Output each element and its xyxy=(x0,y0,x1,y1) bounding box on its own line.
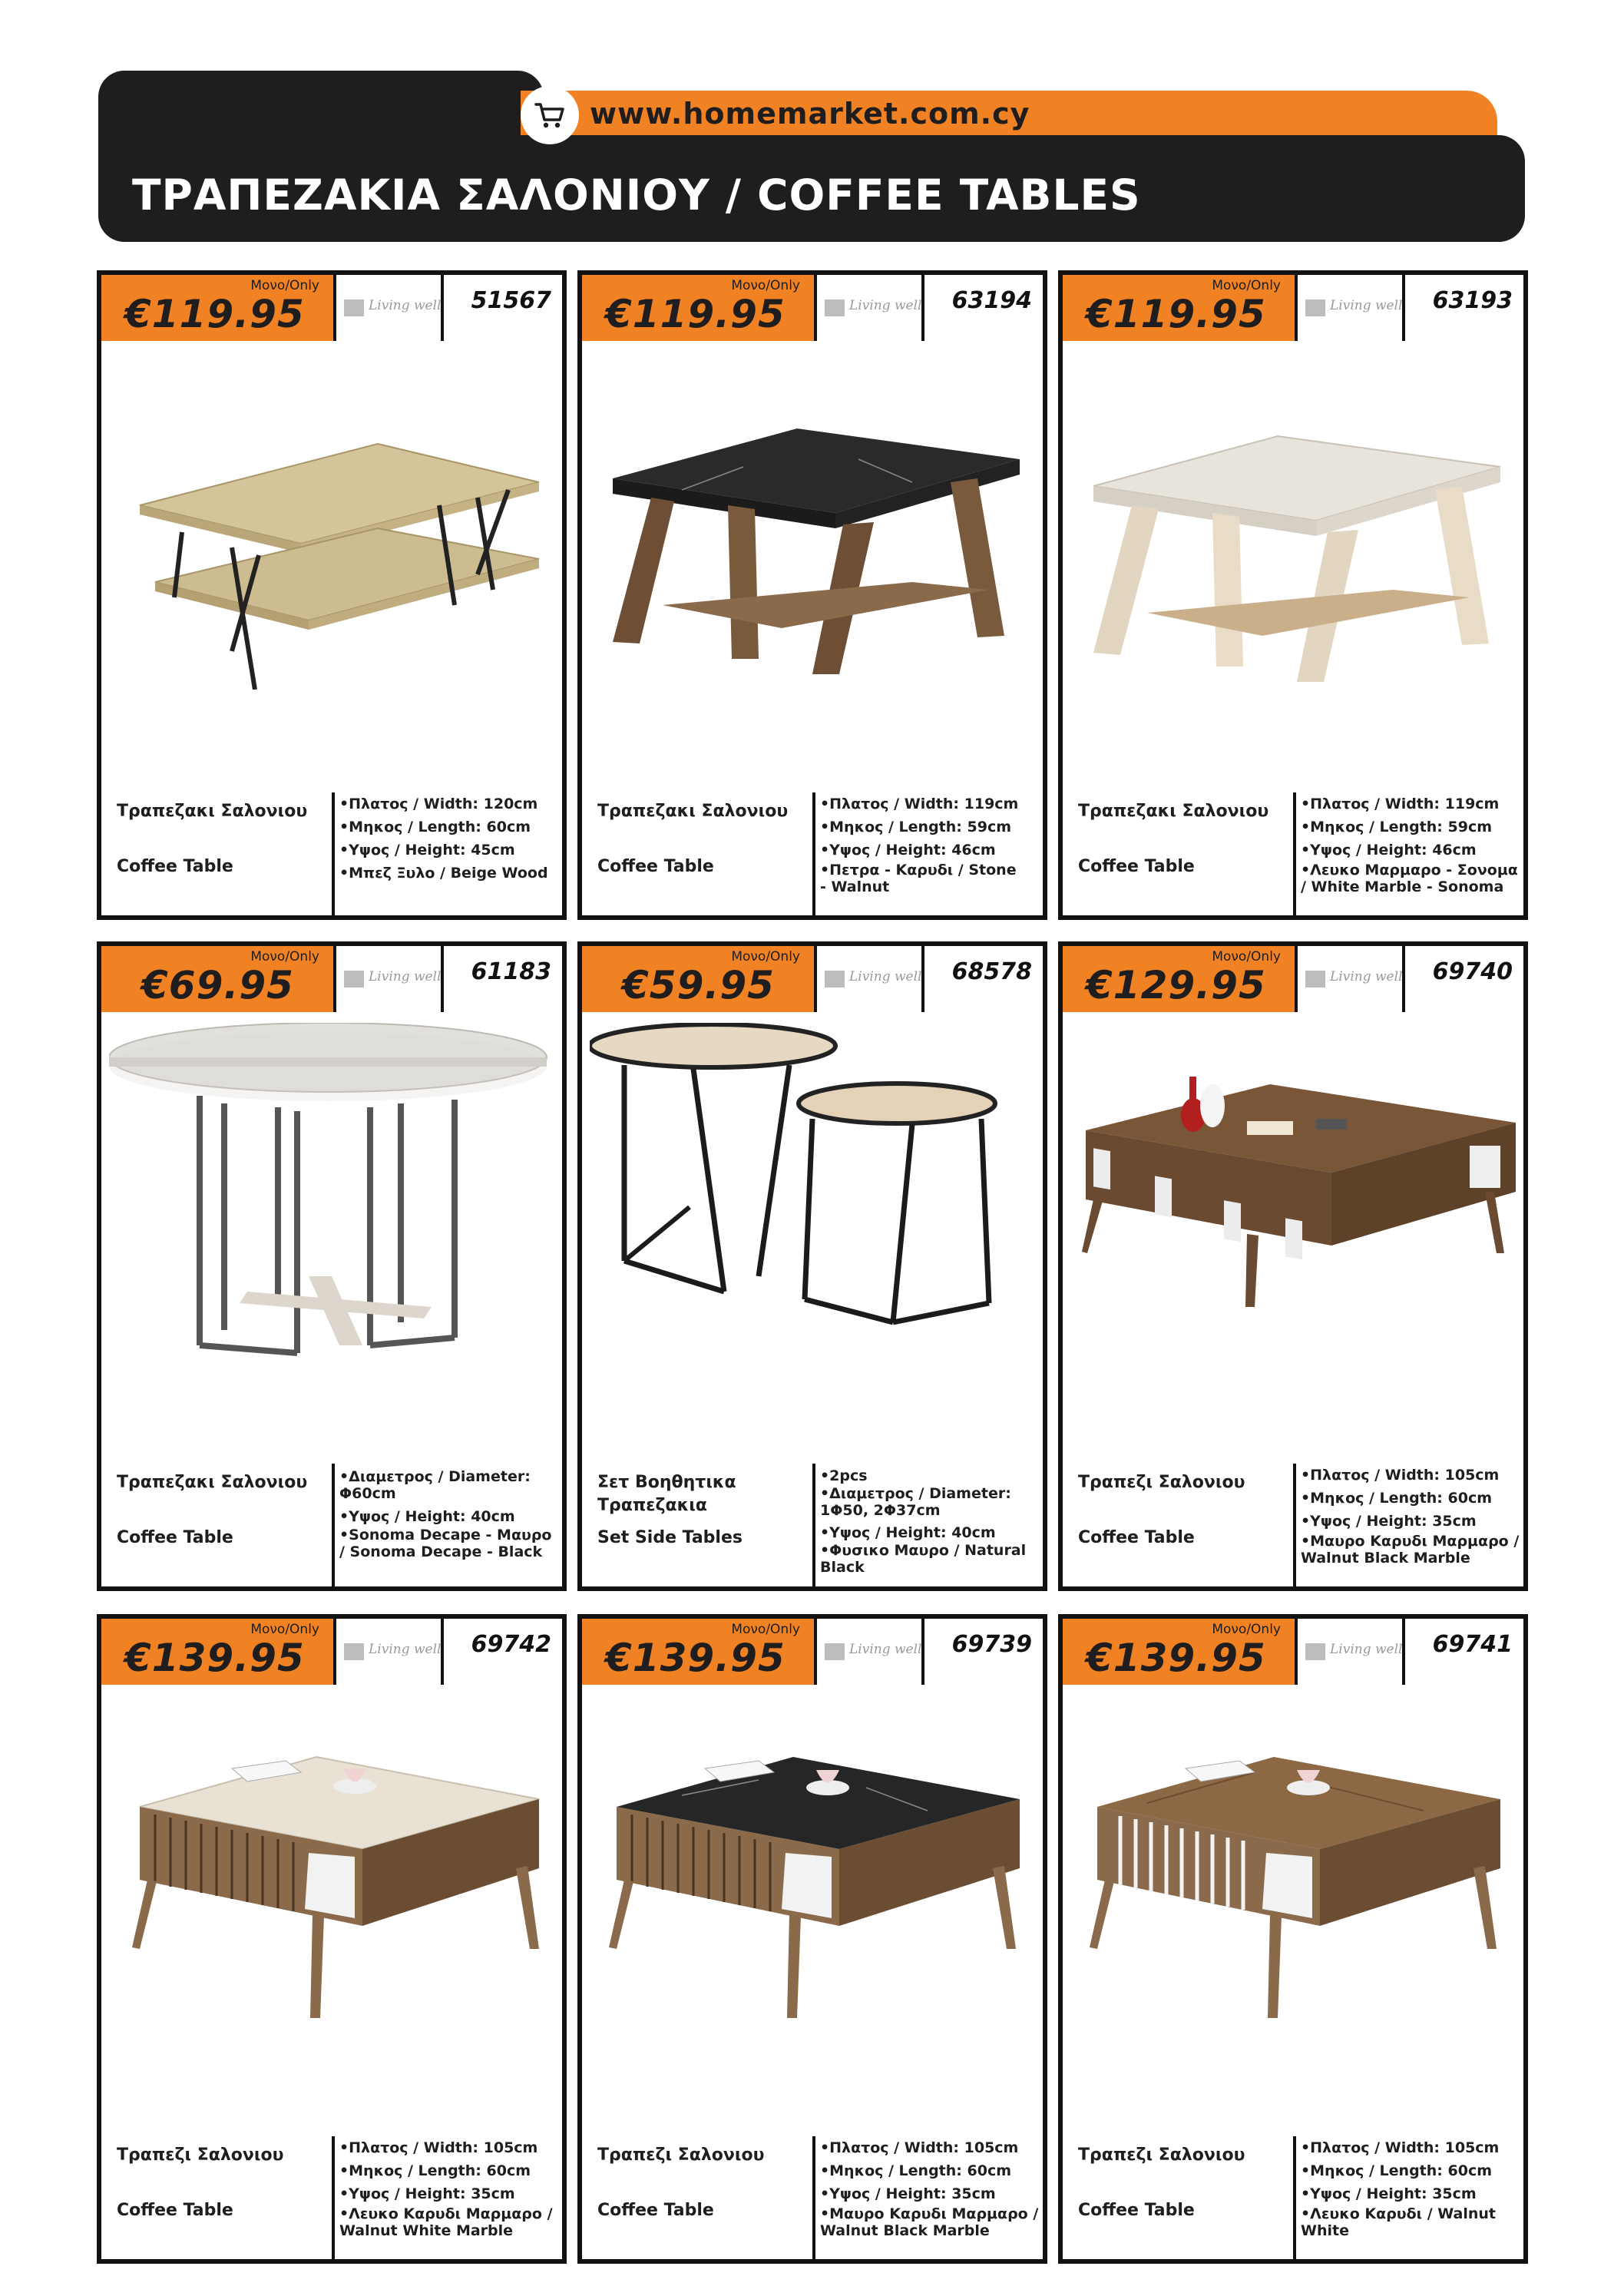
product-code: 69742 xyxy=(471,1631,551,1658)
spec-item: •Μαυρο Καρυδι Μαρμαρο / Walnut Black Marble xyxy=(820,2205,1039,2239)
product-specs xyxy=(1293,792,1523,915)
product-info xyxy=(582,792,1043,915)
product-name-english: Coffee Table xyxy=(597,857,714,876)
price-box xyxy=(1063,946,1295,1012)
product-image xyxy=(1070,352,1516,690)
product-specs xyxy=(332,792,548,915)
brand-name: Living well xyxy=(849,298,922,313)
product-name-greek: Τραπεζι Σαλονιου xyxy=(1078,1473,1245,1492)
product-card[interactable] xyxy=(577,941,1047,1591)
brand-logo-icon xyxy=(1305,1643,1325,1660)
product-specs xyxy=(812,2136,1039,2259)
brand-logo-icon xyxy=(1305,971,1325,988)
product-info xyxy=(101,792,562,915)
spec-item: •Υψος / Height: 35cm xyxy=(1301,1513,1477,1530)
spec-item: •Λευκο Καρυδι Μαρμαρο / Walnut White Marble xyxy=(339,2205,553,2239)
product-code: 63194 xyxy=(951,287,1032,314)
spec-item: •Πλατος / Width: 105cm xyxy=(339,2139,538,2156)
price: €119.95 xyxy=(605,292,786,336)
product-code: 63193 xyxy=(1432,287,1513,314)
spec-item: •Υψος / Height: 45cm xyxy=(339,842,515,859)
spec-item: •Μηκος / Length: 59cm xyxy=(820,819,1012,835)
spec-item: •Μηκος / Length: 59cm xyxy=(1301,819,1493,835)
only-label: Μονο/Only xyxy=(250,278,319,293)
spec-item: •Μπεζ Ξυλο / Beige Wood xyxy=(339,865,548,882)
product-name-greek: Τραπεζι Σαλονιου xyxy=(117,2145,284,2165)
spec-item: •Φυσικο Μαυρο / Natural Black xyxy=(820,1542,1027,1576)
spec-item: •Υψος / Height: 40cm xyxy=(820,1524,996,1541)
brand-logo-icon xyxy=(825,299,845,316)
price: €59.95 xyxy=(622,963,775,1007)
only-label: Μονο/Only xyxy=(1212,1622,1281,1637)
product-code: 69739 xyxy=(951,1631,1032,1658)
product-specs xyxy=(332,2136,558,2259)
product-card[interactable] xyxy=(577,1614,1047,2264)
product-name-greek: Τραπεζακι Σαλονιου xyxy=(117,1473,308,1492)
brand-logo-icon xyxy=(825,971,845,988)
spec-item: •Μηκος / Length: 60cm xyxy=(339,819,531,835)
product-name-greek: Τραπεζι Σαλονιου xyxy=(1078,2145,1245,2165)
brand-logo-icon xyxy=(825,1643,845,1660)
product-card[interactable] xyxy=(1058,1614,1528,2264)
spec-item: •Μηκος / Length: 60cm xyxy=(820,2162,1012,2179)
spec-item: •Πλατος / Width: 119cm xyxy=(820,796,1019,812)
product-info xyxy=(101,2136,562,2259)
only-label: Μονο/Only xyxy=(731,949,800,964)
only-label: Μονο/Only xyxy=(731,1622,800,1637)
product-name-english: Coffee Table xyxy=(1078,1528,1195,1547)
only-label: Μονο/Only xyxy=(731,278,800,293)
product-name-greek: Τραπεζακι Σαλονιου xyxy=(1078,802,1269,821)
product-code: 61183 xyxy=(471,958,551,985)
page-header xyxy=(98,71,1525,242)
only-label: Μονο/Only xyxy=(1212,278,1281,293)
product-image xyxy=(109,1023,554,1376)
brand-logo-icon xyxy=(344,971,364,988)
price: €119.95 xyxy=(124,292,305,336)
spec-item: •Sonoma Decape - Μαυρο / Sonoma Decape - Black xyxy=(339,1527,552,1560)
price: €69.95 xyxy=(141,963,294,1007)
brand-box xyxy=(333,1619,444,1685)
price-box xyxy=(582,275,814,341)
price-box xyxy=(101,946,333,1012)
product-info xyxy=(582,1464,1043,1586)
brand-logo-icon xyxy=(344,1643,364,1660)
brand-box xyxy=(814,946,924,1012)
product-image xyxy=(590,1023,1035,1376)
price-box xyxy=(582,1619,814,1685)
product-code: 69740 xyxy=(1432,958,1513,985)
spec-item: •Πλατος / Width: 120cm xyxy=(339,796,538,812)
product-name-english: Coffee Table xyxy=(117,2201,233,2220)
spec-item: •Υψος / Height: 46cm xyxy=(1301,842,1477,859)
product-name-english: Coffee Table xyxy=(1078,2201,1195,2220)
price: €139.95 xyxy=(605,1636,786,1680)
spec-item: •Πλατος / Width: 105cm xyxy=(1301,1467,1500,1484)
product-name-greek: Τραπεζακι Σαλονιου xyxy=(597,802,789,821)
product-specs xyxy=(1293,2136,1500,2259)
brand-box xyxy=(333,946,444,1012)
product-info xyxy=(1063,1464,1523,1586)
brand-name: Living well xyxy=(1330,298,1403,313)
spec-item: •Μηκος / Length: 60cm xyxy=(339,2162,531,2179)
spec-item: •Λευκο Καρυδι / Walnut White xyxy=(1301,2205,1497,2239)
price-box xyxy=(582,946,814,1012)
brand-name: Living well xyxy=(369,298,442,313)
shopping-cart-icon xyxy=(521,86,579,144)
price: €139.95 xyxy=(124,1636,305,1680)
brand-box xyxy=(814,1619,924,1685)
product-card[interactable] xyxy=(97,270,567,920)
price-box xyxy=(101,275,333,341)
price: €119.95 xyxy=(1086,292,1266,336)
product-card[interactable] xyxy=(1058,941,1528,1591)
brand-box xyxy=(1295,275,1405,341)
product-name-greek: Τραπεζακι Σαλονιου xyxy=(117,802,308,821)
brand-box xyxy=(1295,946,1405,1012)
brand-box xyxy=(333,275,444,341)
product-info xyxy=(101,1464,562,1586)
spec-item: •Πλατος / Width: 105cm xyxy=(820,2139,1019,2156)
price-box xyxy=(1063,1619,1295,1685)
product-info xyxy=(582,2136,1043,2259)
brand-box xyxy=(814,275,924,341)
spec-item: •Πλατος / Width: 119cm xyxy=(1301,796,1500,812)
product-name-english: Set Side Tables xyxy=(597,1528,743,1547)
product-image xyxy=(1070,1023,1516,1376)
price-box xyxy=(101,1619,333,1685)
product-image xyxy=(109,1696,554,2049)
product-name-greek: Τραπεζι Σαλονιου xyxy=(597,2145,765,2165)
spec-item: •Υψος / Height: 40cm xyxy=(339,1508,515,1525)
only-label: Μονο/Only xyxy=(250,949,319,964)
product-name-english: Coffee Table xyxy=(117,857,233,876)
website-link[interactable]: www.homemarket.com.cy xyxy=(590,97,1030,131)
brand-name: Living well xyxy=(1330,969,1403,984)
product-info xyxy=(1063,792,1523,915)
product-card[interactable] xyxy=(97,941,567,1591)
product-specs xyxy=(332,1464,558,1586)
spec-item: •Μηκος / Length: 60cm xyxy=(1301,1490,1493,1507)
product-image xyxy=(1070,1696,1516,2049)
brand-name: Living well xyxy=(1330,1642,1403,1657)
spec-item: •Λευκο Μαρμαρο - Σονομα / White Marble - Sonoma xyxy=(1301,862,1518,895)
only-label: Μονο/Only xyxy=(1212,949,1281,964)
product-code: 69741 xyxy=(1432,1631,1513,1658)
only-label: Μονο/Only xyxy=(250,1622,319,1637)
spec-item: •2pcs xyxy=(820,1467,868,1484)
product-card[interactable] xyxy=(1058,270,1528,920)
product-specs xyxy=(1293,1464,1523,1586)
product-info xyxy=(1063,2136,1523,2259)
spec-item: •Μαυρο Καρυδι Μαρμαρο / Walnut Black Marble xyxy=(1301,1533,1520,1567)
product-image xyxy=(590,352,1035,690)
product-card[interactable] xyxy=(97,1614,567,2264)
brand-name: Living well xyxy=(369,969,442,984)
brand-name: Living well xyxy=(369,1642,442,1657)
spec-item: •Διαμετρος / Diameter: Φ60cm xyxy=(339,1468,531,1502)
brand-name: Living well xyxy=(849,1642,922,1657)
brand-name: Living well xyxy=(849,969,922,984)
price-box xyxy=(1063,275,1295,341)
spec-item: •Διαμετρος / Diameter: 1Φ50, 2Φ37cm xyxy=(820,1485,1011,1519)
brand-logo-icon xyxy=(1305,299,1325,316)
spec-item: •Υψος / Height: 35cm xyxy=(1301,2185,1477,2202)
price: €129.95 xyxy=(1086,963,1266,1007)
spec-item: •Μηκος / Length: 60cm xyxy=(1301,2162,1493,2179)
spec-item: •Πλατος / Width: 105cm xyxy=(1301,2139,1500,2156)
product-code: 68578 xyxy=(951,958,1032,985)
spec-item: •Υψος / Height: 35cm xyxy=(339,2185,515,2202)
product-card[interactable] xyxy=(577,270,1047,920)
product-name-english: Coffee Table xyxy=(597,2201,714,2220)
product-specs xyxy=(812,1464,1027,1586)
product-image xyxy=(109,352,554,690)
page-title: ΤΡΑΠΕΖΑΚΙΑ ΣΑΛΟΝΙΟΥ / COFFEE TABLES xyxy=(132,170,1141,220)
spec-item: •Πετρα - Καρυδι / Stone - Walnut xyxy=(820,862,1017,895)
product-name-greek: Σετ Βοηθητικα Τραπεζακια xyxy=(597,1473,736,1515)
product-name-english: Coffee Table xyxy=(1078,857,1195,876)
product-specs xyxy=(812,792,1027,915)
product-image xyxy=(590,1696,1035,2049)
brand-logo-icon xyxy=(344,299,364,316)
price: €139.95 xyxy=(1086,1636,1266,1680)
spec-item: •Υψος / Height: 35cm xyxy=(820,2185,996,2202)
spec-item: •Υψος / Height: 46cm xyxy=(820,842,996,859)
brand-box xyxy=(1295,1619,1405,1685)
product-name-english: Coffee Table xyxy=(117,1528,233,1547)
product-code: 51567 xyxy=(471,287,551,314)
